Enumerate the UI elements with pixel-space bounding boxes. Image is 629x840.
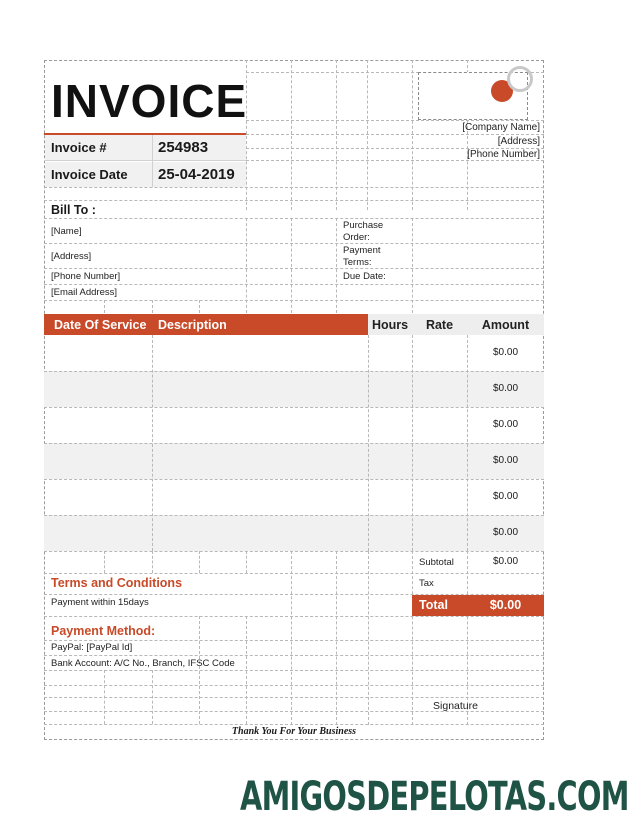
invoice-number-value[interactable]: 254983 — [152, 135, 246, 160]
grid-line — [44, 479, 544, 480]
grid-line — [44, 515, 544, 516]
grid-line — [336, 551, 337, 725]
bill-to-email[interactable]: [Email Address] — [51, 287, 117, 298]
invoice-title: INVOICE — [51, 75, 248, 127]
row-amount: $0.00 — [492, 527, 519, 538]
grid-line — [467, 551, 468, 725]
grid-line — [44, 200, 544, 201]
company-address: [Address] — [497, 136, 540, 147]
grid-line — [152, 300, 153, 313]
payment-bank[interactable]: Bank Account: A/C No., Branch, IFSC Code — [51, 658, 235, 669]
payment-paypal[interactable]: PayPal: [PayPal Id] — [51, 642, 133, 653]
grid-line — [44, 218, 544, 219]
company-name: [Company Name] — [462, 122, 540, 133]
grid-line — [44, 670, 544, 671]
grid-line — [246, 160, 544, 161]
row-amount: $0.00 — [492, 491, 519, 502]
grid-line — [44, 268, 544, 269]
grid-line — [44, 551, 544, 552]
grid-line — [44, 371, 544, 372]
thank-you-note: Thank You For Your Business — [231, 726, 357, 737]
company-phone: [Phone Number] — [467, 149, 540, 160]
payment-method-title: Payment Method: — [51, 624, 156, 638]
grid-line — [412, 551, 413, 725]
terms-title: Terms and Conditions — [51, 576, 183, 590]
grid-line — [467, 335, 468, 551]
grid-line — [336, 218, 337, 313]
grid-line — [44, 724, 544, 725]
header-amount: Amount — [467, 314, 544, 335]
grid-line — [44, 187, 544, 188]
grid-line — [246, 218, 247, 313]
invoice-date-label: Invoice Date — [45, 162, 152, 187]
tax-label: Tax — [419, 578, 434, 589]
grid-line — [291, 551, 292, 725]
due-date-label: Due Date: — [343, 271, 386, 282]
grid-line — [104, 300, 105, 313]
grid-line — [152, 335, 153, 551]
purchase-order-label: Purchase Order: — [343, 220, 384, 243]
total-label: Total — [419, 598, 448, 612]
brand-watermark: AMIGOSDEPELOTAS.COM — [240, 774, 629, 820]
grid-line — [44, 243, 544, 244]
header-hours: Hours — [368, 314, 412, 335]
grid-line — [152, 551, 153, 573]
invoice-number-label: Invoice # — [45, 135, 152, 160]
bill-to-phone[interactable]: [Phone Number] — [51, 271, 121, 282]
header-description: Description — [152, 314, 368, 335]
header-date-of-service: Date Of Service — [44, 314, 152, 335]
bill-to-label: Bill To : — [51, 203, 96, 217]
grid-line — [368, 551, 369, 725]
grid-line — [199, 551, 200, 573]
grid-line — [44, 655, 544, 656]
invoice-date-value[interactable]: 25-04-2019 — [152, 162, 246, 187]
total-value: $0.00 — [489, 598, 522, 612]
grid-line — [246, 551, 247, 573]
row-amount: $0.00 — [492, 419, 519, 430]
grid-line — [199, 616, 200, 724]
grid-line — [44, 160, 246, 161]
grid-line — [246, 616, 247, 724]
logo-ring-icon — [507, 66, 533, 92]
grid-line — [199, 300, 200, 313]
grid-line — [44, 284, 544, 285]
row-amount: $0.00 — [492, 347, 519, 358]
grid-line — [291, 218, 292, 313]
grid-line — [44, 685, 544, 686]
row-amount: $0.00 — [492, 383, 519, 394]
row-amount: $0.00 — [492, 455, 519, 466]
grid-line — [412, 218, 413, 313]
grid-line — [44, 407, 544, 408]
subtotal-value: $0.00 — [492, 556, 519, 567]
grid-line — [368, 335, 369, 551]
grid-line — [104, 670, 105, 724]
grid-line — [152, 135, 153, 187]
grid-line — [104, 551, 105, 573]
bill-to-address[interactable]: [Address] — [51, 251, 92, 262]
payment-terms-label: Payment Terms: — [343, 245, 381, 268]
grid-line — [246, 134, 544, 135]
grid-line — [44, 443, 544, 444]
grid-line — [44, 300, 544, 301]
grid-line — [152, 670, 153, 724]
grid-line — [44, 697, 544, 698]
terms-text[interactable]: Payment within 15days — [51, 597, 149, 608]
grid-line — [44, 640, 544, 641]
header-rate: Rate — [412, 314, 467, 335]
grid-line — [44, 616, 544, 617]
grid-line — [246, 120, 544, 121]
grid-line — [412, 335, 413, 551]
signature-label: Signature — [433, 700, 478, 712]
subtotal-label: Subtotal — [419, 557, 454, 568]
grid-line — [44, 573, 544, 574]
bill-to-name[interactable]: [Name] — [51, 226, 82, 237]
